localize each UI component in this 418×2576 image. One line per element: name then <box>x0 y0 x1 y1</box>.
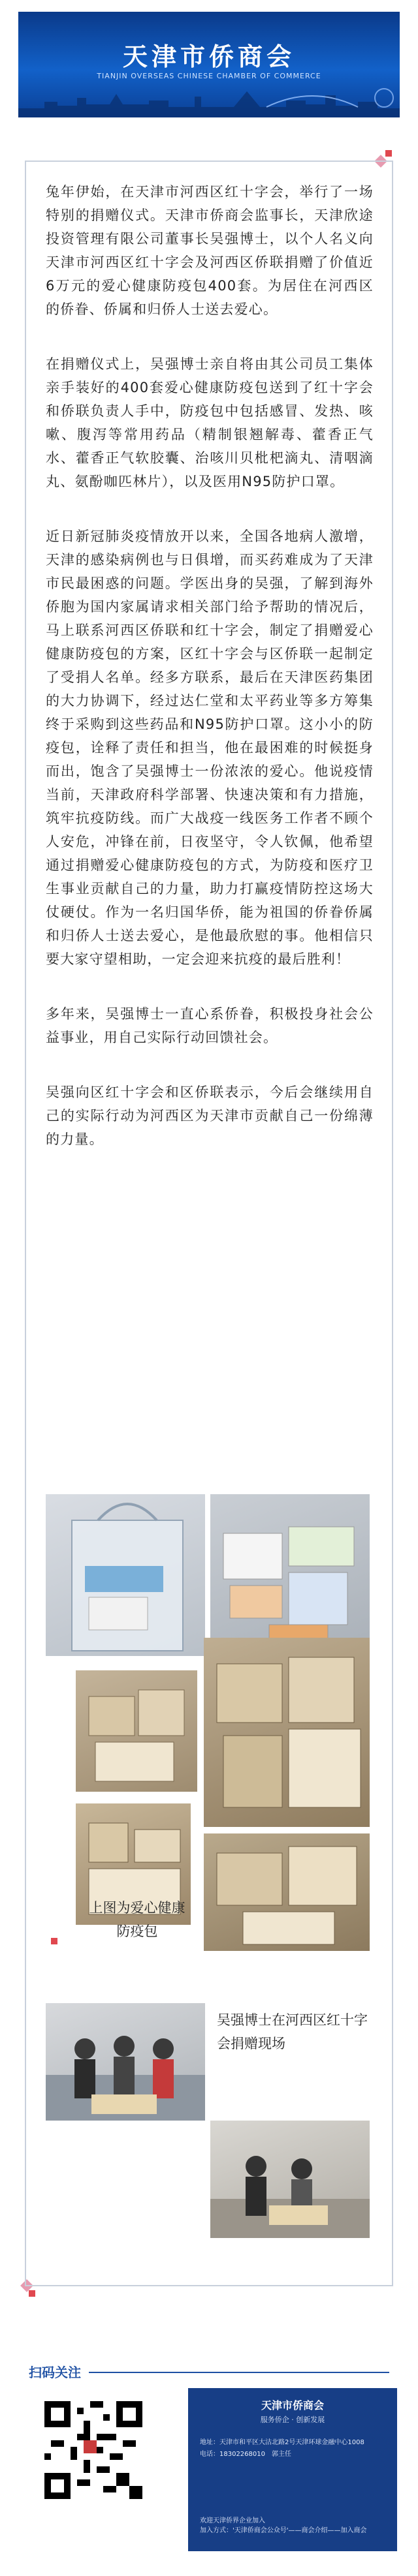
qr-code-icon[interactable] <box>44 2401 142 2499</box>
caption-kit: 上图为爱心健康防疫包 <box>89 1900 185 1939</box>
org-slogan: 服务侨企 · 创新发展 <box>260 2415 325 2424</box>
org-address: 地址：天津市和平区大沽北路2号天津环球金融中心1008 <box>200 2439 364 2446</box>
org-welcome: 欢迎天津侨界企业加入 <box>200 2517 265 2524</box>
photo-donation-site-2 <box>210 2121 370 2238</box>
city-skyline-graphic <box>18 78 400 117</box>
scan-follow-label: 扫码关注 <box>29 2365 81 2380</box>
photo-donation-site-1 <box>46 2003 205 2121</box>
article-body <box>46 180 374 1182</box>
paragraph: 近日新冠肺炎疫情放开以来，全国各地病人激增，天津的感染病例也与日俱增，而买药难成为了天津市民最困惑的问题。学医出身的吴强，了解到海外侨胞为国内家属请求相关部门给予帮助的情况后，马上联系河西区侨联和红十字会，制定了捐赠爱心健康防疫包的方案，区红十字会与区侨联一起制定了受捐人名单。经多方联系，最后在天津医药集团的大力协调下，经过达仁堂和太平药业等多方筹集终于采购到这些药品和N95防护口罩。这小小的防疫包，诠释了责任和担当，他在最困难的时候挺身而出，饱含了吴强博士一份浓浓的爱心。他说疫情当前，天津政府科学部署、快速决策和有力措施，筑牢抗疫防线。而广大战疫一线医务工作者不顾个人安危，冲锋在前，日夜坚守，令人钦佩，他希望通过捐赠爱心健康防疫包的方式，为防疫和医疗卫生事业贡献自己的力量，助力打赢疫情防控这场大仗硬仗。作为一名归国华侨，能为祖国的侨眷侨属和归侨人士送去爱心，是他最欣慰的事。他相信只要大家守望相助，一定会迎来抗疫的最后胜利！ <box>46 529 374 967</box>
paragraph: 多年来，吴强博士一直心系侨眷，积极投身社会公益事业，用自己实际行动回馈社会。 <box>46 1006 374 1045</box>
header-banner <box>18 12 400 117</box>
paragraph: 在捐赠仪式上，吴强博士亲自将由其公司员工集体亲手装好的400套爱心健康防疫包送到了红十字会和侨联负责人手中，防疫包中包括感冒、发热、咳嗽、腹泻等常用药品（精制银翘解毒、藿香正气水、藿香正气软胶囊、治咳川贝枇杷滴丸、清咽滴丸、氨酚咖匹林片），以及医用N95防护口罩。 <box>46 356 374 489</box>
banner-title: 天津市侨商会 <box>122 42 295 71</box>
org-join-method: 加入方式：'天津侨商会公众号'——商会介绍——加入商会 <box>200 2527 367 2534</box>
photo-kits-boxes-1 <box>76 1670 197 1792</box>
photo-bag-closed <box>46 1494 205 1656</box>
decor-square <box>385 150 392 157</box>
photo-kits-boxes-2 <box>204 1638 370 1827</box>
banner-subtitle: TIANJIN OVERSEAS CHINESE CHAMBER OF COMMERCE <box>97 72 321 80</box>
decor-square-bottom <box>29 2290 35 2297</box>
photo-kit-contents <box>210 1494 370 1656</box>
paragraph: 吴强向区红十字会和区侨联表示，今后会继续用自己的实际行动为河西区为天津市贡献自己一份绵薄的力量。 <box>46 1084 374 1147</box>
footer-follow-section <box>18 2362 400 2558</box>
caption-site: 吴强博士在河西区红十字会捐赠现场 <box>217 2012 368 2051</box>
decor-square-caption <box>51 1938 57 1944</box>
photo-kits-boxes-4 <box>204 1833 370 1951</box>
org-phone: 电话：18302268010 郭主任 <box>200 2451 291 2458</box>
footer-divider <box>89 2372 389 2373</box>
org-name: 天津市侨商会 <box>261 2399 324 2412</box>
org-info-card <box>188 2388 397 2551</box>
paragraph: 兔年伊始，在天津市河西区红十字会，举行了一场特别的捐赠仪式。天津市侨商会监事长，天津欣途投资管理有限公司董事长吴强博士，以个人名义向天津市河西区红十字会及河西区侨联捐赠了价值近6万元的爱心健康防疫包400套。为居住在河西区的侨眷、侨属和归侨人士送去爱心。 <box>46 184 374 317</box>
